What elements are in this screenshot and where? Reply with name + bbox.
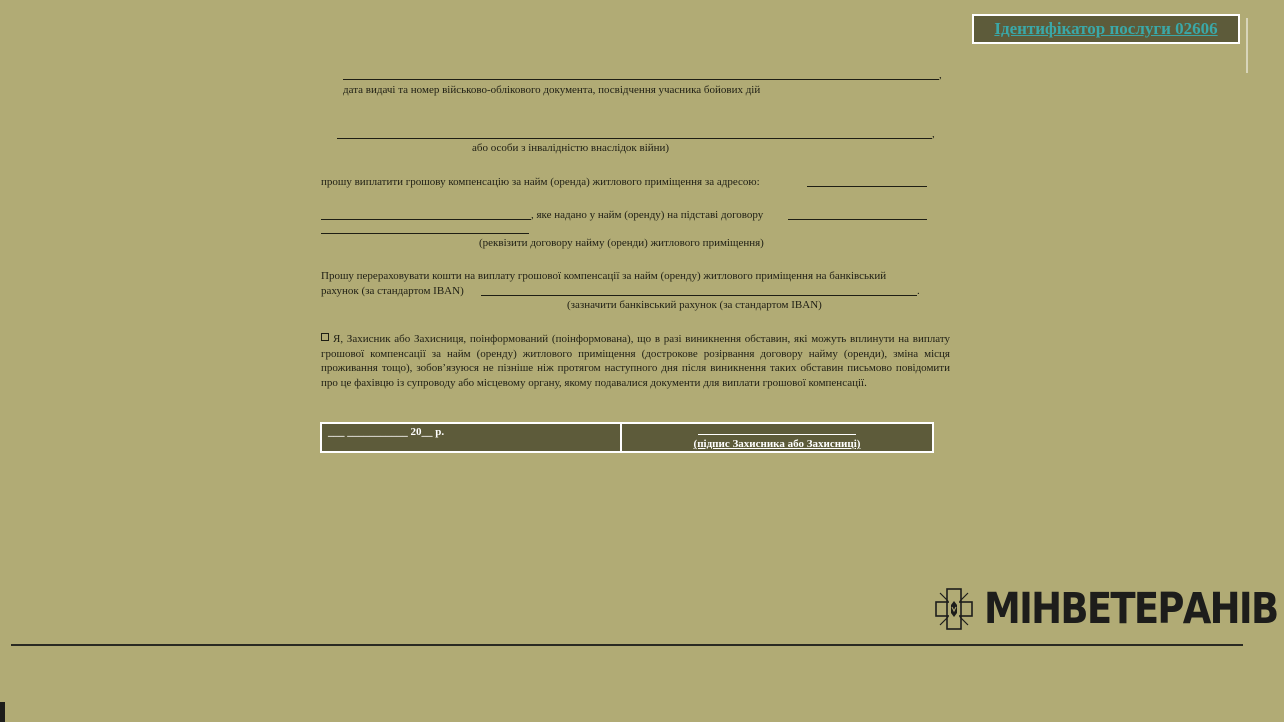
commitment-checkbox[interactable] [321,333,329,341]
iban-label: рахунок (за стандартом IBAN) [321,285,464,297]
caption-iban: (зазначити банківський рахунок (за стандартом IBAN) [567,299,822,311]
signature-line [698,434,856,435]
contract-line-2[interactable] [321,233,529,234]
transfer-request-text: Прошу перераховувати кошти на виплату грошової компенсації за найм (оренду) житлового приміщення на банківський [321,270,887,282]
caption-military-doc: дата видачі та номер військово-облікового документа, посвідчення учасника бойових дій [343,84,761,96]
comma: , [939,69,942,81]
signature-caption: (підпис Захисника або Захисниці) [693,438,861,450]
iban-line[interactable] [481,295,917,296]
ministry-logo-text: МІНВЕТЕРАНІВ [984,584,1278,634]
date-cell[interactable] [322,424,622,451]
military-doc-line[interactable] [343,79,939,80]
caption-disability: або особи з інвалідністю внаслідок війни) [472,142,670,154]
comma: , [932,128,935,140]
contract-line[interactable] [788,219,927,220]
commitment-text: Я, Захисник або Захисниця, поінформований (поінформована), що в разі виникнення обставин, які можуть вплинути на виплату грошової компенсації за найм (оренду) житлового приміщення (дострокове розірвання договору найму (оренди), зміна місця проживання тощо), зобов’язуюся не пізніше ніж протягом наступного дня після виникнення таких обставин письмово повідомити про це фахівцю із супроводу або місцевому органу, якому подавалися документи для виплати грошової компенсації. [321,333,950,389]
ministry-logo [934,584,1284,634]
caption-contract: (реквізити договору найму (оренди) житлового приміщення) [479,237,764,249]
signature-cell[interactable] [622,424,932,451]
rented-basis-text: , яке надано у найм (оренду) на підставі договору [531,209,764,221]
request-address-text: прошу виплатити грошову компенсацію за найм (оренда) житлового приміщення за адресою: [321,176,760,188]
address-line[interactable] [807,186,927,187]
disability-line[interactable] [337,138,932,139]
footer-divider [11,644,1243,646]
period: . [917,285,920,297]
service-id-link[interactable]: Ідентифікатор послуги 02606 [994,19,1218,38]
commitment-paragraph [321,332,950,390]
table-bottom-border [320,451,934,453]
address-line-2[interactable] [321,219,531,220]
date-template: ___ ___________ 20__ р. [328,426,445,438]
service-id-badge [972,14,1240,44]
ministry-emblem-icon [934,587,974,631]
corner-mark [0,702,5,722]
badge-edge [1246,18,1248,73]
signature-table [320,422,934,453]
